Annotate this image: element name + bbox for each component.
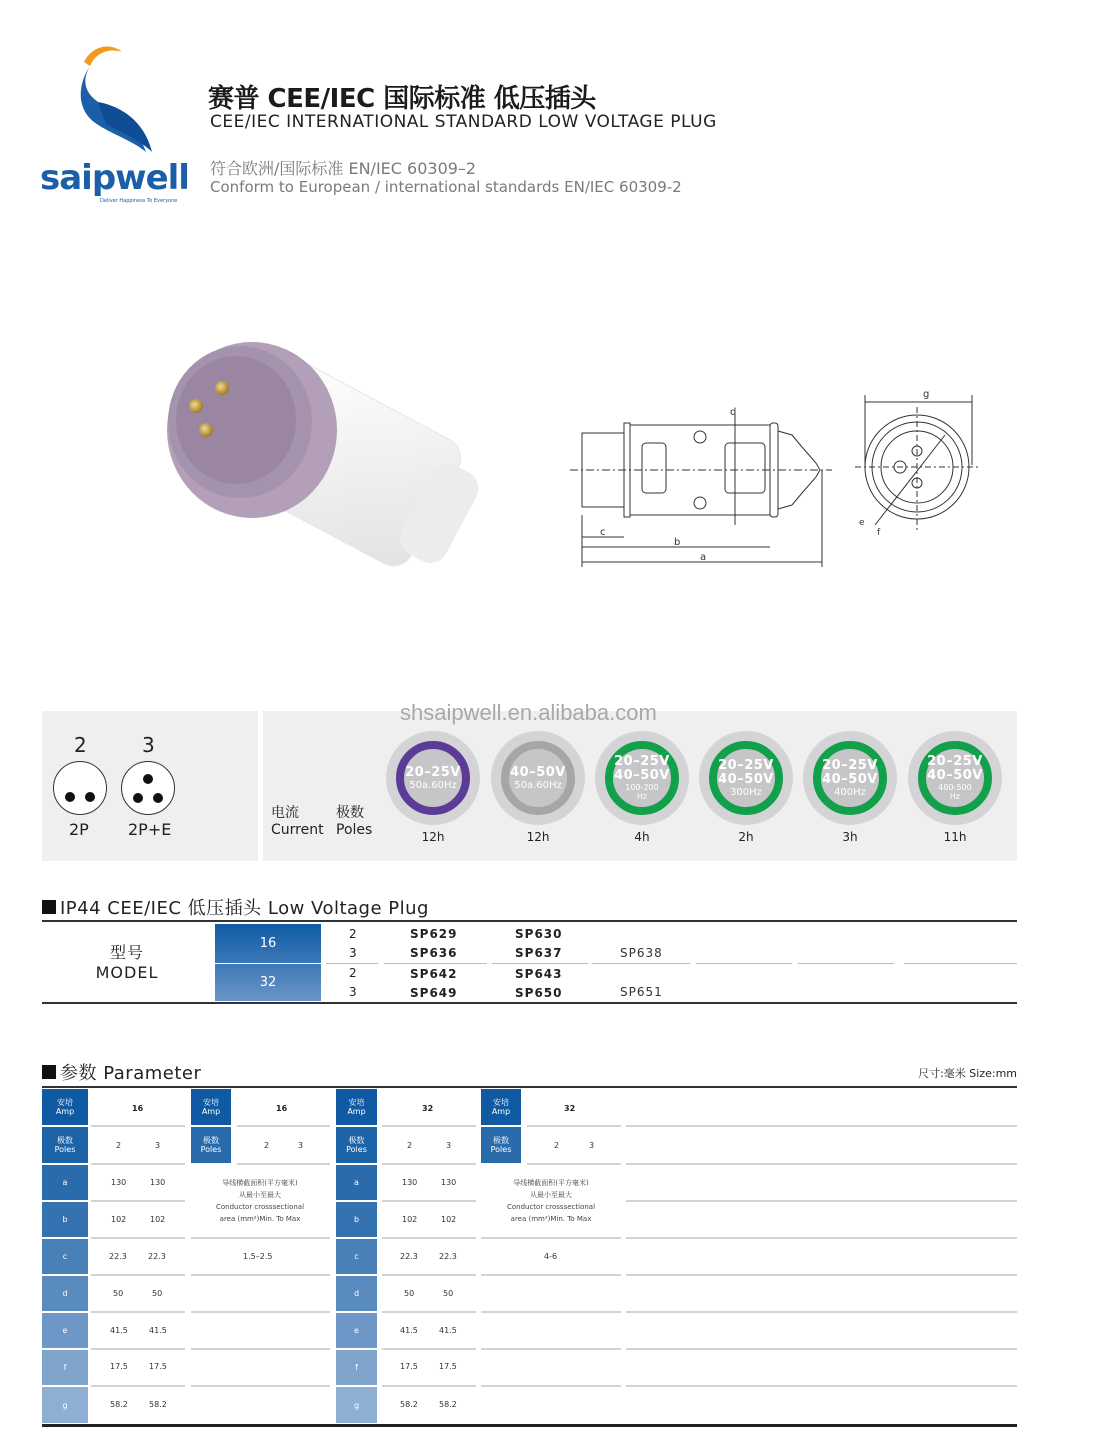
badge-caption: 3h <box>842 830 858 844</box>
divider <box>904 963 1017 964</box>
pole-label-2p: 2P <box>69 820 89 839</box>
model-section-title: IP44 CEE/IEC 低压插头 Low Voltage Plug <box>42 894 429 920</box>
dim-value: 22.3 <box>439 1252 457 1261</box>
pole-config-panel <box>42 711 258 861</box>
dim-value: 22.3 <box>109 1252 127 1261</box>
dim-value: 130 <box>150 1178 166 1187</box>
parameter-section-title: 参数 Parameter <box>42 1059 201 1085</box>
dim-header-b: b <box>336 1202 377 1237</box>
watermark: shsaipwell.en.alibaba.com <box>400 700 657 725</box>
page-title-en: CEE/IEC INTERNATIONAL STANDARD LOW VOLTAGE PLUG <box>210 112 717 132</box>
dim-value: 130 <box>441 1178 457 1187</box>
dim-value: 22.3 <box>400 1252 418 1261</box>
poles-header: 极数 Poles <box>336 1127 377 1163</box>
dim-header-g: g <box>336 1387 377 1423</box>
model-number: SP643 <box>515 967 563 981</box>
page-title-cn: 赛普 CEE/IEC 国际标准 低压插头 <box>208 84 596 114</box>
divider <box>592 963 690 964</box>
voltage-badge-purple: 20–25V 50a.60Hz <box>386 731 480 825</box>
dim-value: 130 <box>111 1178 127 1187</box>
square-bullet-icon <box>42 900 56 914</box>
dim-header-a: a <box>42 1165 88 1200</box>
dim-header-c: c <box>336 1239 377 1274</box>
dim-value: 17.5 <box>149 1362 167 1371</box>
amp-value: 16 <box>132 1104 144 1113</box>
model-label: 型号 MODEL <box>95 943 159 982</box>
dim-value: 130 <box>402 1178 418 1187</box>
poles-value: 3 <box>589 1141 595 1150</box>
dim-label-e: e <box>859 518 865 528</box>
dim-label-a: a <box>700 552 707 563</box>
poles-value: 3 <box>446 1141 452 1150</box>
dim-label-g: g <box>923 389 930 400</box>
dim-value: 58.2 <box>110 1400 128 1409</box>
front-view-drawing <box>855 385 990 540</box>
divider <box>492 963 588 964</box>
dim-value: 50 <box>113 1289 124 1298</box>
plug-image-icon <box>140 310 490 630</box>
pole-label-2pe: 2P+E <box>128 820 172 839</box>
badge-caption: 4h <box>634 830 650 844</box>
poles-header: 极数 Poles <box>191 1127 231 1163</box>
amp-header: 安培 Amp <box>336 1089 377 1125</box>
amp-header: 安培 Amp <box>481 1089 521 1125</box>
model-number: SP642 <box>410 967 458 981</box>
poles-value: 2 <box>264 1141 270 1150</box>
voltage-color-panel <box>263 711 1017 861</box>
divider <box>696 963 792 964</box>
voltage-badge-green: 20–25V 40–50V 300Hz <box>699 731 793 825</box>
socket-2p-icon <box>53 761 107 815</box>
dim-value: 50 <box>404 1289 415 1298</box>
dim-value: 58.2 <box>439 1400 457 1409</box>
dim-value: 102 <box>402 1215 418 1224</box>
dim-header-e: e <box>42 1313 88 1348</box>
voltage-badge-green: 20–25V 40–50V 400-500 Hz <box>908 731 1002 825</box>
dim-value: 41.5 <box>110 1326 128 1335</box>
voltage-badge-green: 20–25V 40–50V 100-200 Hz <box>595 731 689 825</box>
model-number: SP638 <box>620 946 663 960</box>
dim-value: 41.5 <box>149 1326 167 1335</box>
voltage-badge-green: 20–25V 40–50V 400Hz <box>803 731 897 825</box>
dim-value: 102 <box>150 1215 166 1224</box>
dim-label-b: b <box>674 537 681 548</box>
logo-tagline: Deliver Happiness To Everyone <box>100 198 178 204</box>
logo-wordmark: saipwell <box>40 158 189 198</box>
poles-value: 2 <box>554 1141 560 1150</box>
voltage-badge-grey: 40–50V 50a.60Hz <box>491 731 585 825</box>
dim-value: 17.5 <box>110 1362 128 1371</box>
poles-label: 极数 Poles <box>336 805 373 838</box>
poles-value: 3 <box>155 1141 161 1150</box>
poles-value: 2 <box>349 927 357 941</box>
dim-header-f: f <box>42 1350 88 1385</box>
dim-header-f: f <box>336 1350 377 1385</box>
pole-count-3: 3 <box>142 733 155 757</box>
dim-value: 41.5 <box>400 1326 418 1335</box>
model-number: SP637 <box>515 946 563 960</box>
divider <box>42 1086 1017 1088</box>
dim-value: 22.3 <box>148 1252 166 1261</box>
model-number: SP630 <box>515 927 563 941</box>
swan-logo-icon <box>40 40 180 160</box>
amp-value: 32 <box>564 1104 576 1113</box>
dim-header-g: g <box>42 1387 88 1423</box>
dim-header-c: c <box>42 1239 88 1274</box>
dim-label-f: f <box>877 528 881 538</box>
standard-note-cn: 符合欧洲/国际标准 EN/IEC 60309–2 <box>210 159 477 178</box>
poles-value: 2 <box>116 1141 122 1150</box>
badge-caption: 11h <box>943 830 967 844</box>
dim-value: 102 <box>441 1215 457 1224</box>
poles-value: 2 <box>349 966 357 980</box>
conductor-note: 导线横截面积(平方毫米) 从最小至最大 Conductor crosssectional area (mm²)Min. To Max <box>506 1179 596 1223</box>
side-view-drawing <box>570 395 840 575</box>
poles-value: 3 <box>349 985 357 999</box>
poles-value: 3 <box>349 946 357 960</box>
dim-value: 17.5 <box>400 1362 418 1371</box>
divider <box>42 920 1017 922</box>
conductor-note: 导线横截面积(平方毫米) 从最小至最大 Conductor crosssectional area (mm²)Min. To Max <box>215 1179 305 1223</box>
model-number: SP629 <box>410 927 458 941</box>
dim-label-d: d <box>730 407 737 418</box>
dim-value: 41.5 <box>439 1326 457 1335</box>
badge-caption: 12h <box>526 830 550 844</box>
conductor-range: 1.5–2.5 <box>243 1252 273 1261</box>
dim-value: 58.2 <box>149 1400 167 1409</box>
divider <box>798 963 894 964</box>
model-number: SP649 <box>410 986 458 1000</box>
amp-header: 安培 Amp <box>42 1089 88 1125</box>
dim-value: 17.5 <box>439 1362 457 1371</box>
dim-header-a: a <box>336 1165 377 1200</box>
badge-caption: 12h <box>421 830 445 844</box>
socket-2pe-icon <box>121 761 175 815</box>
amp-value: 16 <box>276 1104 288 1113</box>
dim-label-c: c <box>600 527 606 538</box>
poles-header: 极数 Poles <box>42 1127 88 1163</box>
divider <box>42 1002 1017 1004</box>
divider <box>326 963 378 964</box>
poles-header: 极数 Poles <box>481 1127 521 1163</box>
amp-header: 安培 Amp <box>191 1089 231 1125</box>
saipwell-logo <box>40 40 189 204</box>
amp-cell-16: 16 <box>215 924 321 963</box>
model-number: SP650 <box>515 986 563 1000</box>
dim-header-d: d <box>336 1276 377 1311</box>
conductor-range: 4-6 <box>544 1252 558 1261</box>
square-bullet-icon <box>42 1065 56 1079</box>
model-number: SP651 <box>620 985 663 999</box>
dim-value: 50 <box>443 1289 454 1298</box>
badge-caption: 2h <box>738 830 754 844</box>
size-unit-note: 尺寸:毫米 Size:mm <box>918 1067 1017 1080</box>
standard-note-en: Conform to European / international standards EN/IEC 60309-2 <box>210 178 682 196</box>
poles-value: 2 <box>407 1141 413 1150</box>
dim-header-b: b <box>42 1202 88 1237</box>
divider <box>42 1424 1017 1427</box>
model-number: SP636 <box>410 946 458 960</box>
pole-count-2: 2 <box>74 733 87 757</box>
product-photo <box>140 310 490 630</box>
amp-cell-32: 32 <box>215 964 321 1001</box>
dim-header-e: e <box>336 1313 377 1348</box>
divider <box>384 963 487 964</box>
dim-header-d: d <box>42 1276 88 1311</box>
current-label: 电流 Current <box>271 805 324 838</box>
dim-value: 102 <box>111 1215 127 1224</box>
amp-value: 32 <box>422 1104 434 1113</box>
dim-value: 50 <box>152 1289 163 1298</box>
poles-value: 3 <box>298 1141 304 1150</box>
dim-value: 58.2 <box>400 1400 418 1409</box>
